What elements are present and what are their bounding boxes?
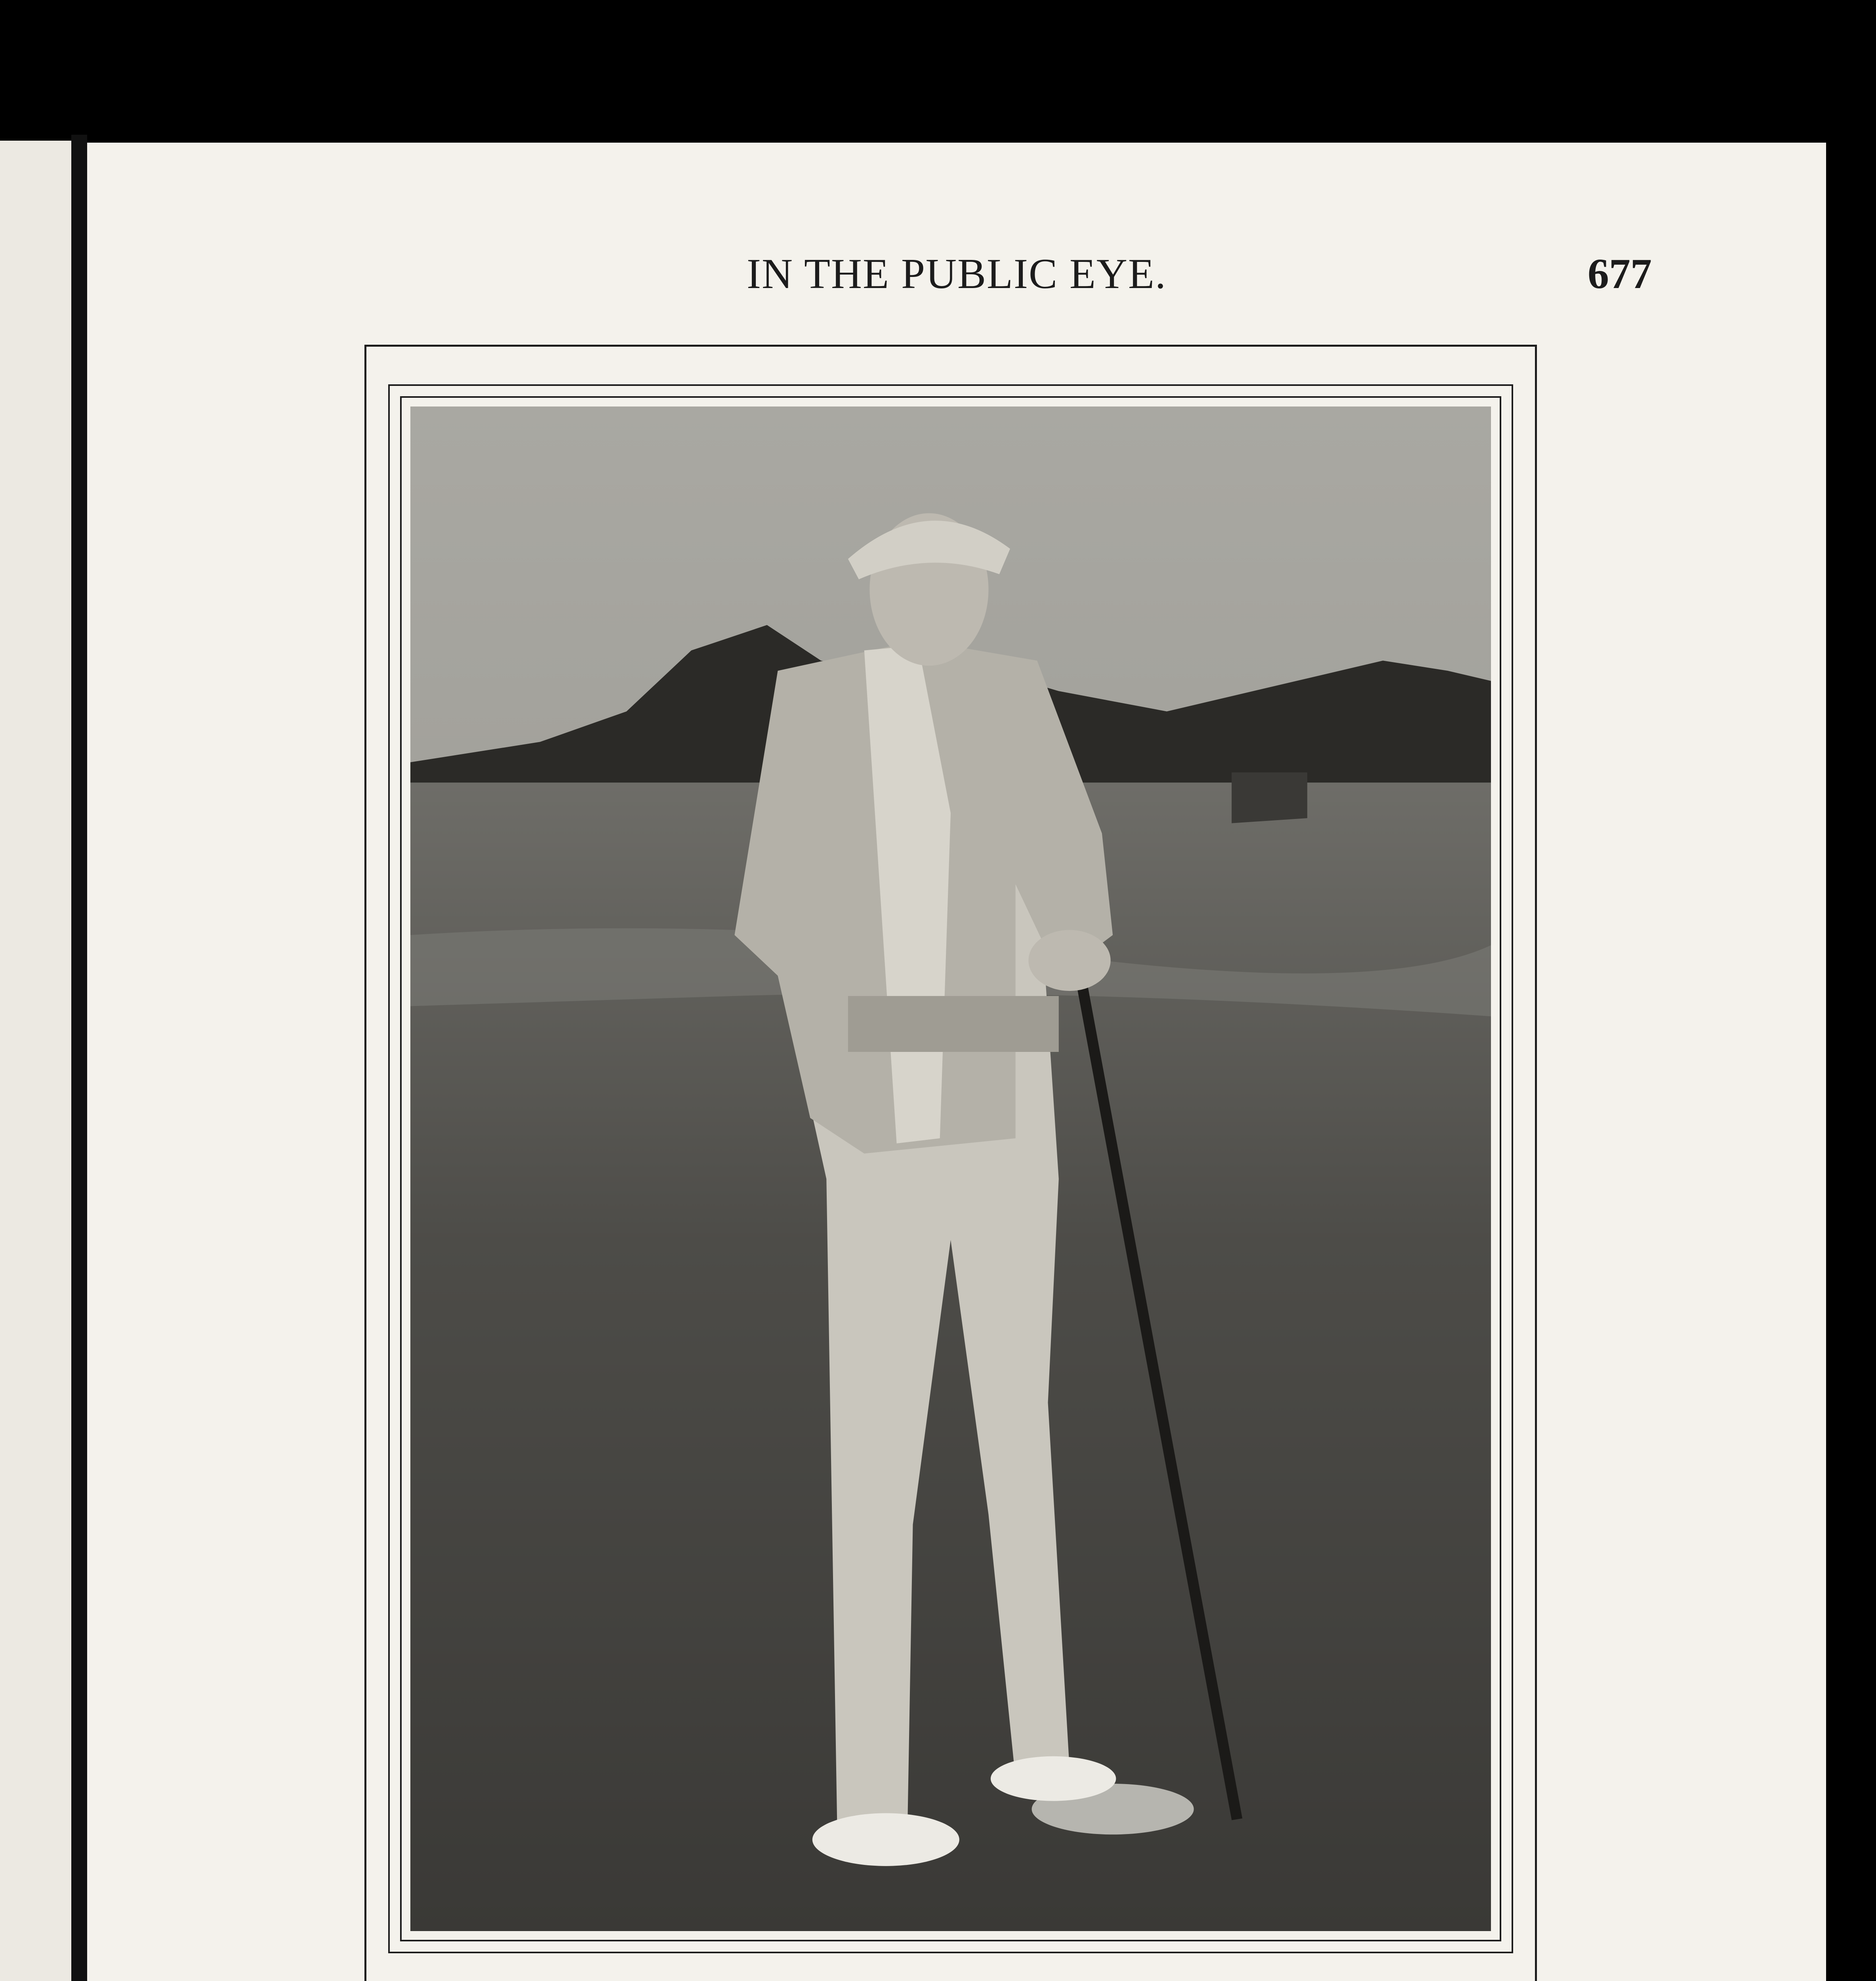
golfer-photo-illustration (410, 407, 1491, 1931)
photo-frame-rule (388, 384, 1513, 1953)
page-gutter (71, 135, 87, 1981)
photo-frame-inner-rule (400, 396, 1501, 1941)
adjacent-page-edge (0, 141, 71, 1981)
page-number: 677 (1588, 250, 1652, 298)
running-head (87, 250, 1826, 313)
photo-frame (364, 345, 1537, 1981)
running-head-title: IN THE PUBLIC EYE. (747, 250, 1167, 298)
portrait-photograph (410, 407, 1491, 1931)
magazine-page (87, 143, 1826, 1981)
